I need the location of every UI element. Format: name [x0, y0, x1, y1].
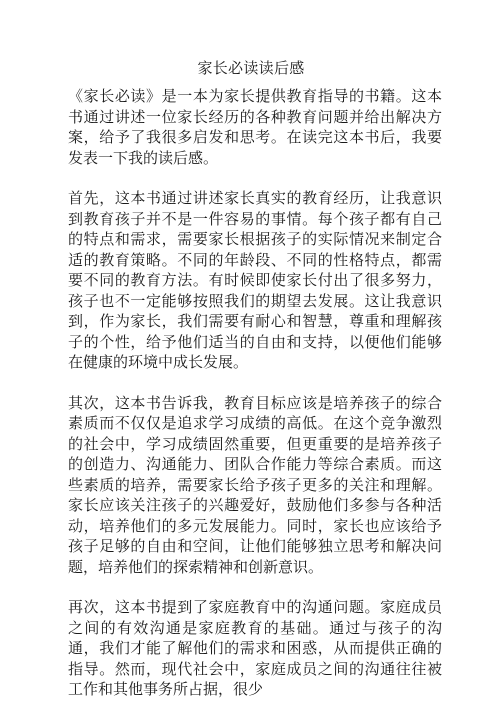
paragraph-2: 首先，这本书通过讲述家长真实的教育经历，让我意识到教育孩子并不是一件容易的事情。每个孩子都有自己的特点和需求，需要家长根据孩子的实际情况来制定合适的教育策略。不同的年龄段、不同的性格特点，都需要不同的教育方法。有时候即使家长付出了很多努力，孩子也不一定能够按照我们的期望去发展。这让我意识到，作为家长，我们需要有耐心和智慧，尊重和理解孩子的个性，给予他们适当的自由和支持，以便他们能够在健康的环境中成长发展。: [68, 189, 442, 371]
paragraph-3: 其次，这本书告诉我，教育目标应该是培养孩子的综合素质而不仅仅是追求学习成绩的高低。在这个竞争激烈的社会中，学习成绩固然重要，但更重要的是培养孩子的创造力、沟通能力、团队合作能力等综合素质。而这些素质的培养，需要家长给予孩子更多的关注和理解。家长应该关注孩子的兴趣爱好，鼓励他们多参与各种活动，培养他们的多元发展能力。同时，家长也应该给予孩子足够的自由和空间，让他们能够独立思考和解决问题，培养他们的探索精神和创新意识。: [68, 393, 442, 576]
paragraph-4: 再次，这本书提到了家庭教育中的沟通问题。家庭成员之间的有效沟通是家庭教育的基础。通过与孩子的沟通，我们才能了解他们的需求和困惑，从而提供正确的指导。然而，现代社会中，家庭成员之间的沟通往往被工作和其他事务所占据，很少: [68, 598, 442, 698]
paragraph-1: 《家长必读》是一本为家长提供教育指导的书籍。这本书通过讲述一位家长经历的各种教育问题并给出解决方案，给予了我很多启发和思考。在读完这本书后，我要发表一下我的读后感。: [68, 87, 442, 167]
document-body: [68, 86, 442, 720]
document-title: 家长必读读后感: [197, 59, 305, 77]
